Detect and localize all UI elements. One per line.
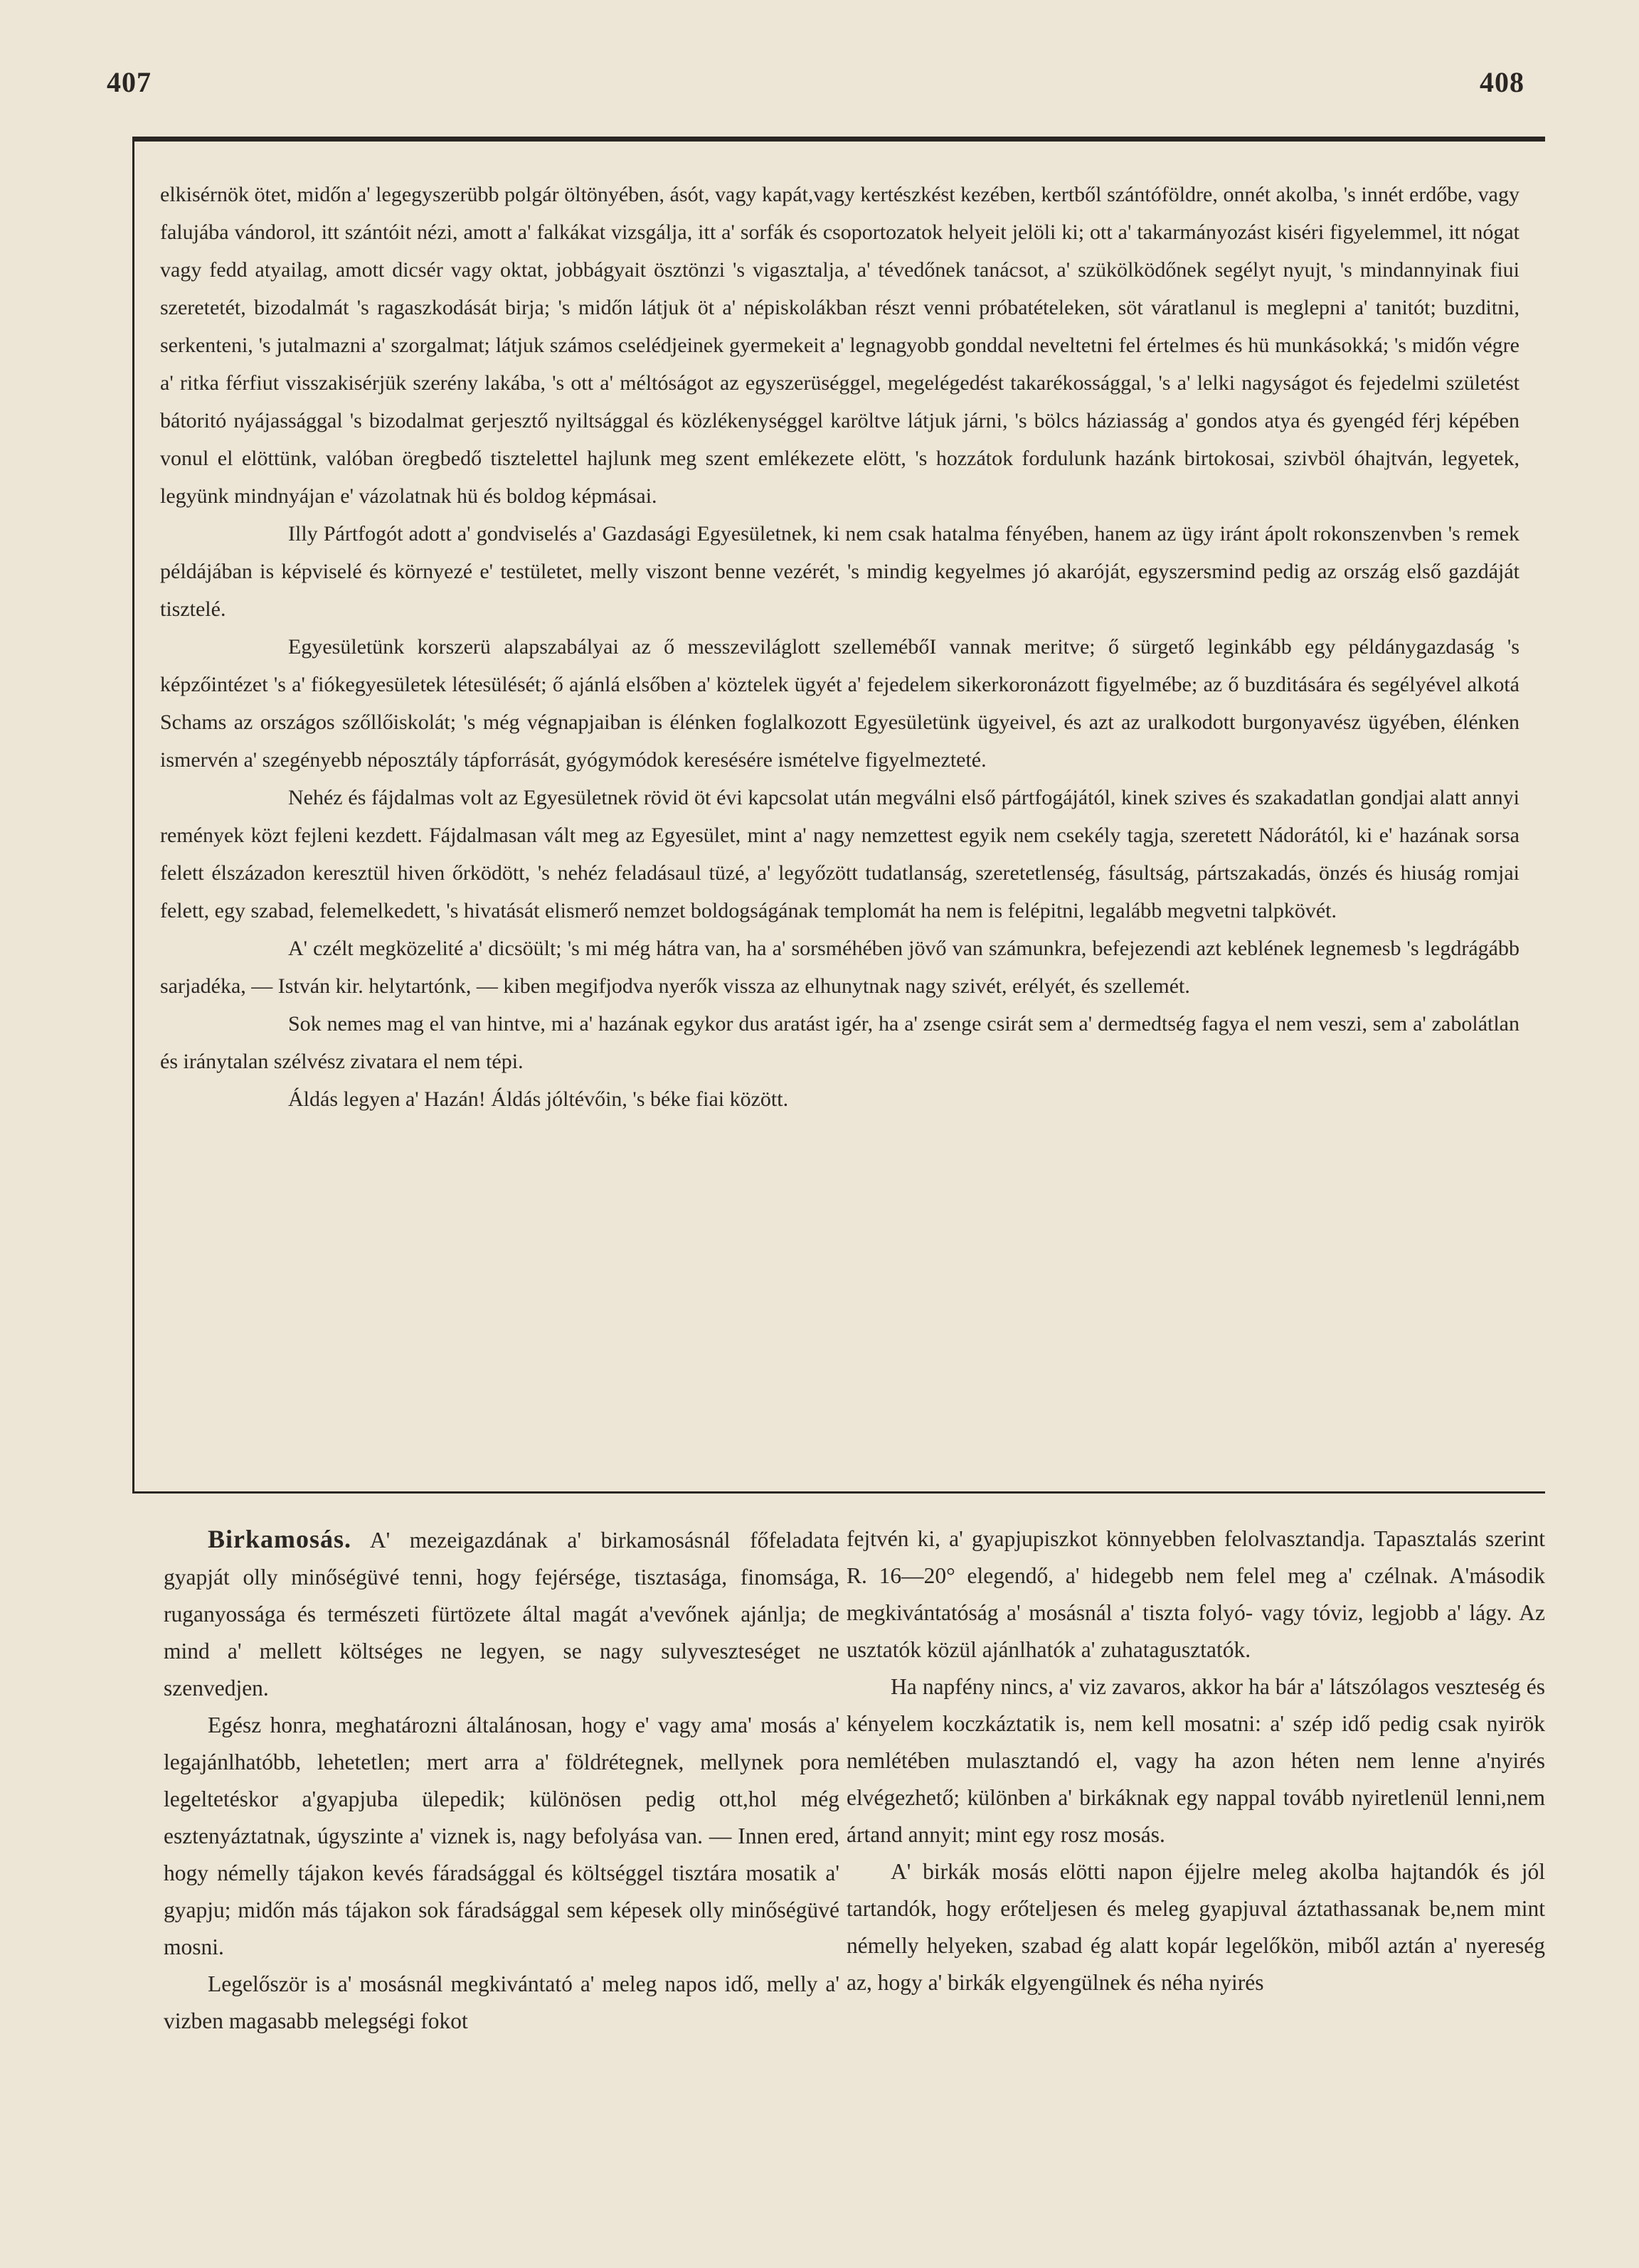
article-right-column bbox=[847, 1521, 1545, 2001]
article-heading: Birkamosás. bbox=[208, 1525, 352, 1553]
boxed-paragraph: Nehéz és fájdalmas volt az Egyesületnek rövid öt évi kapcsolat után megválni első pártfogájától, kinek szives és szakadatlan gondjai alatt annyi remények közt fejleni kezdett. Fájdalmasan vált meg az Egyesület, mint a' nagy nemzettest egyik nem csekély tagja, szeretett Nádorától, ki e' hazának sorsa felett élszázadon keresztül hiven őrködött, 's nehéz feladásaul tüzé, a' legyőzött tudatlanság, szeretetlenség, fásultság, pártszakadás, önzés és hiuság romjai felett, egy szabad, felemelkedett, 's hivatását elismerő nemzet boldogságának templomát ha nem is felépitni, legalább megvetni talpkövét. bbox=[160, 786, 1519, 922]
article-paragraph: A' birkák mosás elötti napon éjjelre meleg akolba hajtandók és jól tartandók, hogy erőteljesen és meleg gyapjuval áztathassanak be,nem mint némelly helyeken, szabad ég alatt kopár legelőkön, miből aztán a' nyereség az, hogy a' birkák elgyengülnek és néha nyirés bbox=[847, 1859, 1545, 1995]
article-paragraph-text: A' mezeigazdának a' birkamosásnál főfeladata gyapját olly minőségüvé tenni, hogy fejérsége, tisztasága, finomsága, ruganyossága és természeti fürtözete által magát a'vevőnek ajánlja; de mind a' mellett költséges ne legyen, se nagy sulyveszteséget ne szenvedjen. bbox=[164, 1528, 839, 1700]
page-number-right: 408 bbox=[1480, 66, 1524, 98]
boxed-section bbox=[132, 137, 1545, 1494]
boxed-paragraph: A' czélt megközelité a' dicsöült; 's mi még hátra van, ha a' sorsméhében jövő van számunkra, befejezendi azt keblének legnemesb 's legdrágább sarjadéka, — István kir. helytartónk, — kiben megifjodva nyerők vissza az elhunytnak nagy szivét, erélyét, és szellemét. bbox=[160, 937, 1519, 998]
article-paragraph: Egész honra, meghatározni általánosan, hogy e' vagy ama' mosás a' legajánlhatóbb, lehetetlen; mert arra a' földrétegnek, mellynek pora legeltetéskor a'gyapjuba ülepedik; különösen pedig ott,hol még esztenyáztatnak, úgyszinte a' viznek is, nagy befolyása van. — Innen ered, hogy némelly tájakon kevés fáradsággal és költséggel tisztára mosatik a' gyapju; midőn más tájakon sok fáradsággal sem képesek olly minőségüvé mosni. bbox=[164, 1713, 839, 1959]
article-left-column bbox=[164, 1521, 839, 2040]
article-paragraph: fejtvén ki, a' gyapjupiszkot könnyebben felolvasztandja. Tapasztalás szerint R. 16—20° elegendő, a' hidegebb nem felel meg a' czélnak. A'második megkivántatóság a' mosásnál a' tiszta folyó- vagy tóviz, legjobb a' lágy. Az usztatók közül ajánlhatók a' zuhatagusztatók. bbox=[847, 1526, 1545, 1662]
boxed-paragraph: Sok nemes mag el van hintve, mi a' hazának egykor dus aratást igér, ha a' zsenge csirát sem a' dermedtség fagya el nem veszi, sem a' zabolátlan és iránytalan szélvész zivatara el nem tépi. bbox=[160, 1012, 1519, 1073]
article-paragraph: Legelőször is a' mosásnál megkivántató a' meleg napos idő, melly a' vizben magasabb melegségi fokot bbox=[164, 1971, 839, 2033]
article-paragraph: Ha napfény nincs, a' viz zavaros, akkor ha bár a' látszólagos veszteség és kényelem koczkáztatik is, nem kell mosatni: a' szép idő pedig csak nyirök nemlétében mulasztandó el, vagy ha azon héten nem lenne a'nyirés elvégezhető; különben a' birkáknak egy nappal tovább nyiretlenül lenni,nem ártand annyit; mint egy rosz mosás. bbox=[847, 1674, 1545, 1847]
article-paragraph bbox=[164, 1521, 839, 1707]
boxed-text bbox=[160, 176, 1519, 1118]
boxed-paragraph: elkisérnök ötet, midőn a' legegyszerübb polgár öltönyében, ásót, vagy kapát,vagy kertészkést kezében, kertből szántóföldre, onnét akolba, 's innét erdőbe, vagy falujába vándorol, itt szántóit nézi, amott a' falkákat vizsgálja, itt a' sorfák és csoportozatok helyeit jelöli ki; ott a' takarmányozást kiséri figyelemmel, itt nógat vagy fedd atyailag, amott dicsér vagy oktat, jobbágyait ösztönzi 's vigasztalja, a' tévedőnek tanácsot, a' szükölködőnek segélyt nyujt, 's mindannyinak fiui szeretetét, bizodalmát 's ragaszkodását birja; 's midőn látjuk öt a' népiskolákban részt venni próbatételeken, söt váratlanul is meglepni a' tanitót; buzditni, serkenteni, 's jutalmazni a' szorgalmat; látjuk számos cselédjeinek gyermekeit a' legnagyobb gonddal neveltetni fel értelmes és hü munkásokká; 's midőn végre a' ritka férfiut visszakisérjük szerény lakába, 's ott a' méltóságot az egyszerüséggel, megelégedést takarékossággal, 's a' lelki nagyságot és fejedelmi születést bátoritó nyájassággal 's bizodalmat gerjesztő nyiltsággal és közlékenységgel karöltve látjuk járni, 's bölcs háziasság a' gondos atya és gyengéd férj képében vonul el elöttünk, valóban öregbedő tisztelettel hajlunk meg szent emlékezete elött, 's hozzátok fordulunk hazánk birtokosai, szivböl óhajtván, legyetek, legyünk mindnyájan e' vázolatnak hü és boldog képmásai. bbox=[160, 183, 1519, 508]
boxed-paragraph: Illy Pártfogót adott a' gondviselés a' Gazdasági Egyesületnek, ki nem csak hatalma fényében, hanem az ügy iránt ápolt rokonszenvben 's remek példájában is képviselé és környezé e' testületet, melly viszont benne vezérét, 's mindig kegyelmes jó akaróját, egyszersmind pedig az ország első gazdáját tisztelé. bbox=[160, 522, 1519, 621]
boxed-paragraph: Áldás legyen a' Hazán! Áldás jóltévőin, 's béke fiai között. bbox=[288, 1087, 789, 1111]
page-number-left: 407 bbox=[107, 66, 152, 98]
boxed-paragraph: Egyesületünk korszerü alapszabályai az ő messzeviláglott szellemébőI vannak meritve; ő sürgető leginkább egy példánygazdaság 's képzőintézet 's a' fiókegyesületek létesülését; ő ajánlá elsőben a' köztelek ügyét a' fejedelem sikerkoronázott figyelmébe; az ő buzditására és segélyével alkotá Schams az országos szőllőiskolát; 's még végnapjaiban is élénken foglalkozott Egyesületünk ügyeivel, és azt az uralkodott burgonyavész ügyében, élénken ismervén a' szegényebb néposztály tápforrását, gyógymódok keresésére ismételve figyelmezteté. bbox=[160, 635, 1519, 772]
